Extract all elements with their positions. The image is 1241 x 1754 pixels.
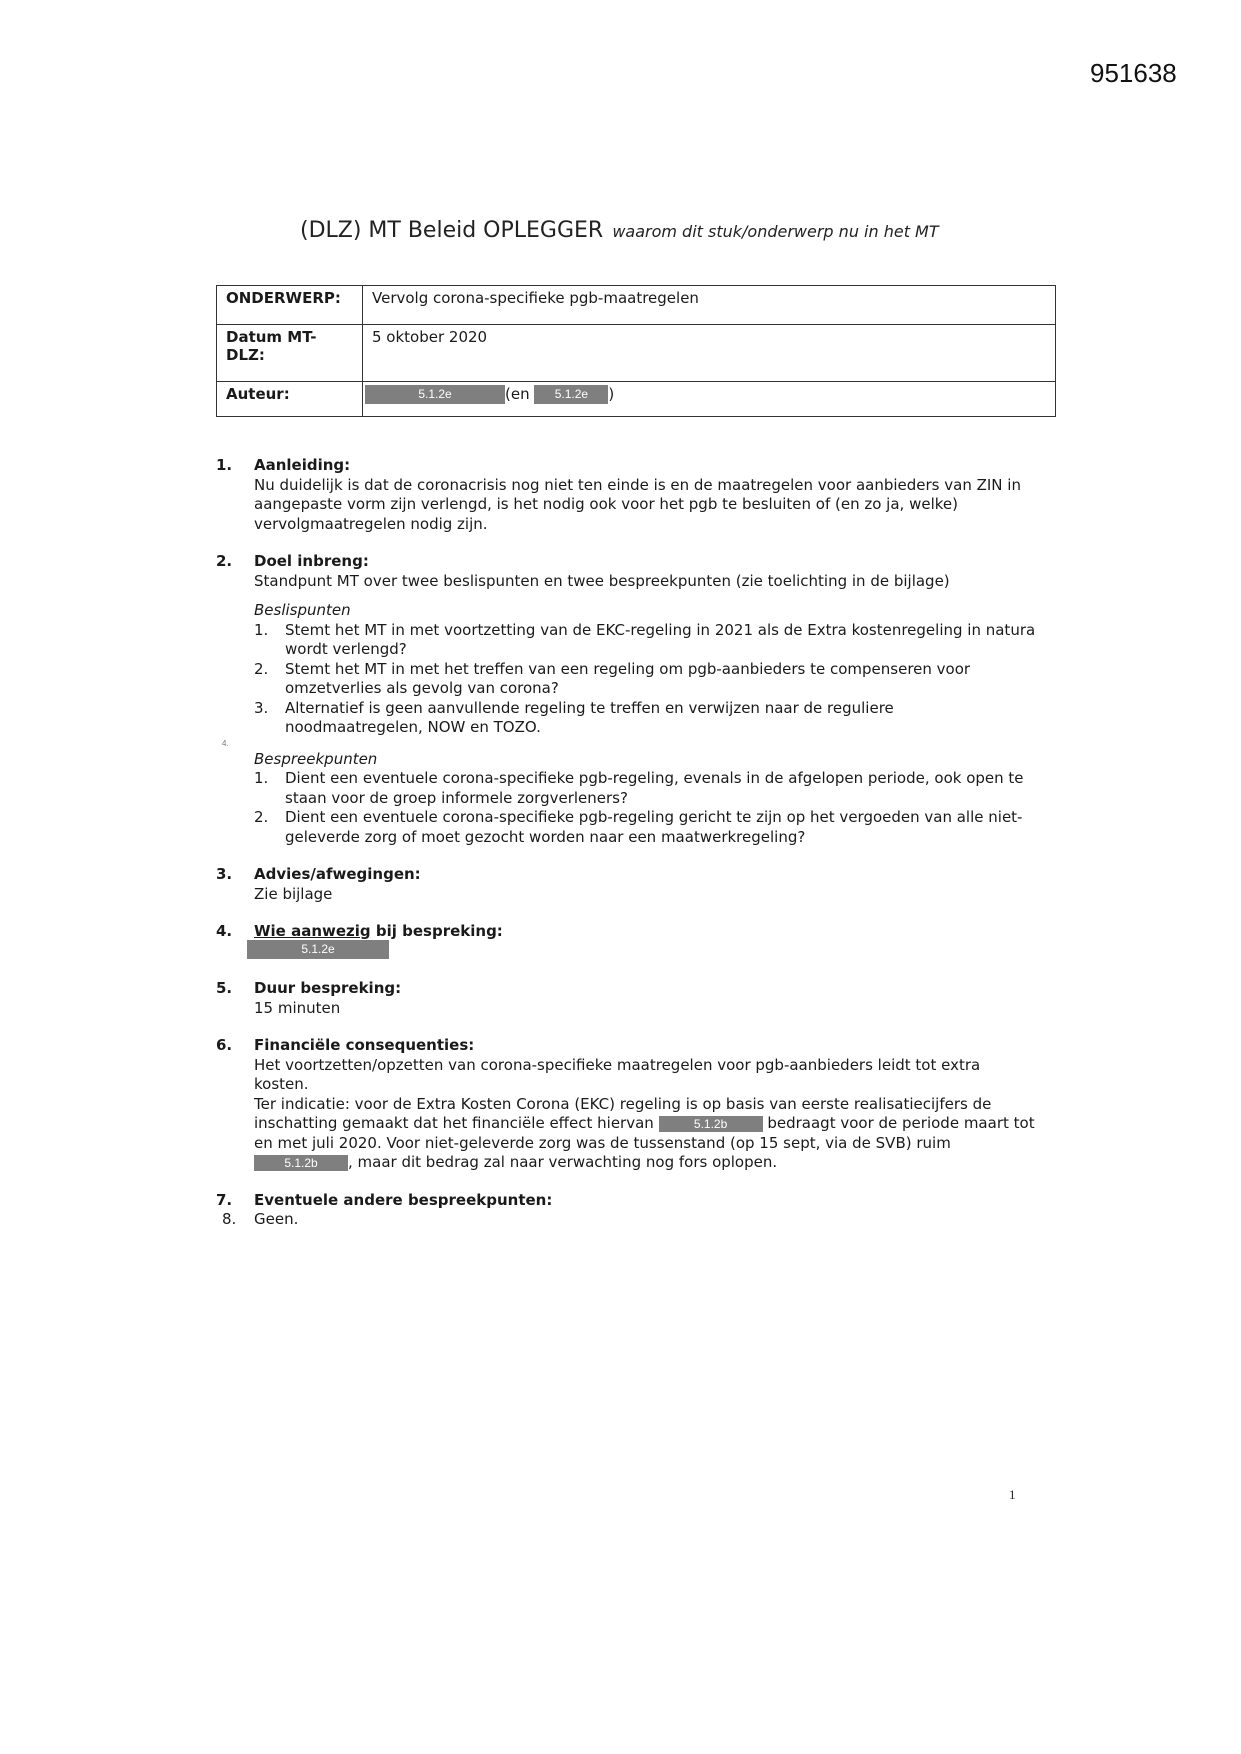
- list-text: Dient een eventuele corona-specifieke pgb-regeling gericht te zijn op het vergoeden van alle niet-geleverde zorg of moet gezocht worden naar een maatwerkregeling?: [285, 808, 1023, 846]
- document-number: 951638: [1090, 58, 1177, 88]
- section-financieel: [216, 1036, 1036, 1173]
- section-number: 1.: [216, 456, 233, 474]
- list-item: [254, 621, 1036, 660]
- section-number: 8.: [222, 1210, 237, 1228]
- row-auteur: [217, 382, 1056, 417]
- list-text: Alternatief is geen aanvullende regeling te treffen en verwijzen naar de reguliere noodmaatregelen, NOW en TOZO.: [285, 698, 894, 736]
- redaction-box: 5.1.2b: [254, 1155, 348, 1171]
- section-number: 5.: [216, 979, 233, 997]
- section-text: 15 minuten: [254, 998, 341, 1017]
- page-title: [300, 218, 939, 243]
- document-body: [216, 456, 1036, 1248]
- section-heading: Advies/afwegingen:: [254, 865, 421, 883]
- bespreekpunten-label: Bespreekpunten: [254, 749, 378, 768]
- section-duur: [216, 979, 1036, 1018]
- section-wie-aanwezig: [216, 922, 1036, 961]
- text-part: bedraagt voor de periode maart tot en met juli 2020. Voor niet-geleverde zorg was de tussenstand (op 15 sept, via de SVB) ruim: [254, 1114, 1035, 1152]
- section-andere-bespreekpunten: [216, 1191, 1036, 1211]
- page-number: 1: [1009, 1487, 1016, 1502]
- list-text: Dient een eventuele corona-specifieke pgb-regeling, evenals in de afgelopen periode, ook open te staan voor de groep informele zorgverleners?: [285, 769, 1024, 807]
- row-onderwerp: [217, 286, 1056, 325]
- meta-table: [216, 285, 1056, 417]
- section-heading: Eventuele andere bespreekpunten:: [254, 1190, 553, 1209]
- margin-mark: 4.: [222, 739, 229, 748]
- section-text: [254, 1095, 1036, 1173]
- auteur-label: Auteur:: [217, 382, 363, 417]
- onderwerp-value: Vervolg corona-specifieke pgb-maatregelen: [363, 286, 1056, 325]
- redaction-box: 5.1.2b: [659, 1116, 763, 1132]
- section-heading: Duur bespreking:: [254, 979, 402, 997]
- title-main: (DLZ) MT Beleid OPLEGGER: [300, 218, 604, 243]
- onderwerp-label: ONDERWERP:: [217, 286, 363, 325]
- datum-value: 5 oktober 2020: [363, 325, 1056, 382]
- list-text: Stemt het MT in met voortzetting van de EKC-regeling in 2021 als de Extra kostenregeling in natura wordt verlengd?: [285, 620, 1036, 658]
- section-text: Standpunt MT over twee beslispunten en twee bespreekpunten (zie toelichting in de bijlage): [254, 571, 950, 590]
- section-heading: [254, 922, 1036, 942]
- auteur-value: [363, 382, 1056, 417]
- section-number: 2.: [216, 552, 233, 570]
- redaction-box: 5.1.2e: [247, 940, 389, 959]
- list-item: [254, 660, 1036, 699]
- list-item: [254, 769, 1036, 808]
- list-text: Stemt het MT in met het treffen van een regeling om pgb-aanbieders te compenseren voor omzetverlies als gevolg van corona?: [285, 659, 971, 697]
- heading-underlined: Wie aanwezig: [254, 922, 371, 940]
- redaction-box: 5.1.2e: [365, 385, 505, 404]
- section-advies: [216, 865, 1036, 904]
- heading-rest: bij bespreking:: [370, 922, 503, 940]
- section-number: 4.: [216, 922, 233, 940]
- section-heading: Doel inbreng:: [254, 552, 369, 570]
- list-number: 2.: [254, 659, 269, 678]
- datum-label: Datum MT-DLZ:: [217, 325, 363, 382]
- list-number: 2.: [254, 808, 269, 826]
- section-doel-inbreng: [216, 552, 1036, 847]
- list-number: 3.: [254, 698, 269, 717]
- section-text: Het voortzetten/opzetten van corona-specifieke maatregelen voor pgb-aanbieders leidt tot extra kosten.: [254, 1055, 981, 1093]
- section-geen: [216, 1210, 1036, 1230]
- text-part: , maar dit bedrag zal naar verwachting nog fors oplopen.: [348, 1153, 778, 1171]
- row-datum: [217, 325, 1056, 382]
- section-aanleiding: [216, 456, 1036, 534]
- auteur-mid: (en: [505, 385, 530, 403]
- section-text: Zie bijlage: [254, 884, 333, 903]
- list-item: [254, 699, 1036, 738]
- beslispunten-label: Beslispunten: [254, 601, 351, 619]
- redaction-box: 5.1.2e: [534, 385, 608, 404]
- section-number: 7.: [216, 1190, 233, 1209]
- list-number: 1.: [254, 620, 269, 639]
- list-item: [254, 808, 1036, 847]
- text-part: Ter indicatie: voor de Extra Kosten Corona (EKC) regeling is op basis van eerste realisatiecijfers de inschatting gemaakt dat het financiële effect hiervan: [254, 1094, 992, 1132]
- section-heading: Aanleiding:: [254, 456, 351, 474]
- section-number: 6.: [216, 1036, 233, 1054]
- section-text: Geen.: [254, 1210, 299, 1228]
- auteur-end: ): [608, 385, 615, 403]
- section-heading: Financiële consequenties:: [254, 1036, 475, 1054]
- section-number: 3.: [216, 865, 233, 883]
- title-subtitle: waarom dit stuk/onderwerp nu in het MT: [612, 222, 939, 241]
- list-number: 1.: [254, 769, 269, 787]
- section-text: Nu duidelijk is dat de coronacrisis nog niet ten einde is en de maatregelen voor aanbieders van ZIN in aangepaste vorm zijn verlengd, is het nodig ook voor het pgb te besluiten of (en zo ja, welke) vervolgmaatregelen nodig zijn.: [254, 475, 1021, 533]
